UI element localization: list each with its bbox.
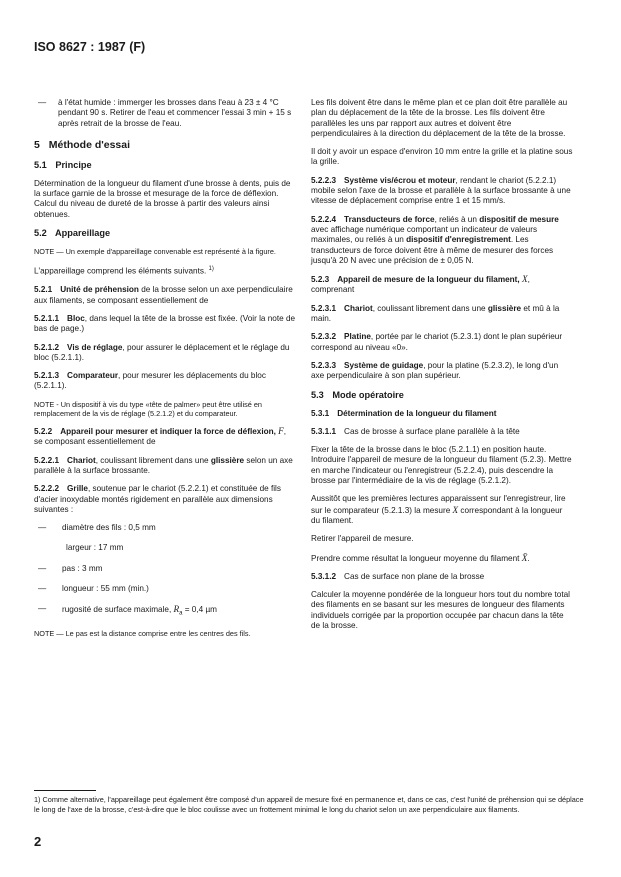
force-variable: F: [278, 426, 284, 437]
wet-condition-item: — à l'état humide : immerger les brosses dans l'eau à 23 ± 4 °C pendant 90 s. Retirer de l'eau et commencer l'essai 3 min + 15 s après retrait de la brosse de l'eau.: [34, 98, 296, 129]
item-5-2-1-1: [34, 314, 296, 335]
item-bold-term: dispositif de mesure: [479, 214, 559, 224]
grid-paragraph-2: Il doit y avoir un espace d'environ 10 mm entre la grille et la platine sous la grille.: [311, 147, 573, 167]
item-title: Chariot: [67, 455, 96, 465]
item-5-2-3-2: [311, 332, 573, 353]
item-number: 5.2.2.2: [34, 484, 60, 494]
item-title: Système de guidage: [344, 360, 424, 370]
item-number: 5.2.2.3: [311, 175, 337, 185]
roughness-subscript: a: [179, 611, 183, 617]
procedure-paragraph-2: [311, 494, 573, 526]
item-number: 5.2.1.2: [34, 342, 60, 352]
footnote-ref: 1): [208, 266, 214, 273]
item-text: , pour assurer le déplacement et le réglage du bloc (5.2.1.1).: [34, 342, 290, 362]
item-title: Transducteurs de force: [344, 214, 435, 224]
left-column: [34, 98, 296, 647]
item-5-2-3-3: [311, 361, 573, 382]
section-number: 5.1: [34, 159, 47, 170]
item-text: . Les transducteurs de force doivent être à même de mesurer des forces jusqu'à 20 N avec une précision de ± 0,05 N.: [311, 235, 554, 265]
spec-longueur: [34, 584, 296, 594]
item-title: Appareil de mesure de la longueur du filament,: [337, 275, 522, 285]
para-text: correspondant à la longueur du filament.: [311, 505, 563, 525]
note-appareillage: NOTE — Un exemple d'appareillage convenable est représenté à la figure.: [34, 247, 276, 257]
section-5-3-1-heading: [311, 409, 573, 419]
section-number: 5.3.1: [311, 408, 330, 418]
item-number: 5.2.2: [34, 427, 53, 437]
item-number: 5.2.3: [311, 275, 330, 285]
item-text: , reliés à un: [434, 214, 480, 224]
item-title: Grille: [67, 484, 88, 494]
item-text: , coulissant librement dans une: [372, 303, 488, 313]
section-number: 5.3: [311, 389, 324, 400]
item-title: Bloc: [67, 313, 85, 323]
section-5-heading: [34, 139, 296, 151]
item-text: , rendant le chariot (5.2.2.1) mobile selon l'axe de la brosse et parallèle à la surface brossante à une vitesse de déplacement comprise entre 1 et 15 mm/s.: [311, 175, 571, 206]
section-title: Mode opératoire: [332, 389, 404, 400]
item-number: 5.2.1: [34, 285, 53, 295]
appareillage-intro: [34, 264, 296, 277]
spec-text: diamètre des fils : 0,5 mm: [62, 523, 156, 533]
section-5-3-heading: [311, 390, 573, 401]
section-5-2-heading: [34, 228, 296, 239]
item-title: Platine: [344, 332, 371, 342]
section-5-1-heading: [34, 160, 296, 171]
roughness-variable: R: [173, 604, 180, 615]
item-text: , portée par le chariot (5.2.3.1) dont le plan supérieur correspond au niveau «0».: [311, 332, 563, 352]
section-title: Cas de surface non plane de la brosse: [344, 571, 485, 581]
spec-largeur: [34, 543, 296, 553]
section-5-3-1-2-heading: [311, 572, 573, 582]
procedure-paragraph-1: Fixer la tête de la brosse dans le bloc (5.2.1.1) en position haute. Introduire l'appareil de mesure de la longueur du filament (5.2.3). Mettre en marche l'indicateur ou l'enregistreur (5.2.2.4), puis descendre la brosse par l'intermédiaire de la vis de réglage (5.2.1.2).: [311, 445, 572, 486]
right-column: [311, 98, 573, 639]
page-number: 2: [34, 834, 42, 849]
section-number: 5: [34, 138, 40, 151]
item-text: , se composant essentiellement de: [34, 427, 287, 447]
footnote-divider: [34, 790, 96, 791]
length-variable: X: [452, 504, 459, 515]
section-5-3-1-1-heading: [311, 427, 573, 437]
item-number: 5.2.3.2: [311, 332, 337, 342]
item-text: , dans lequel la tête de la brosse est fixée. (Voir la note de bas de page.): [34, 313, 296, 334]
item-text: , soutenue par le chariot (5.2.2.1) et constituée de fils d'acier inoxydable montés rigidement en parallèle aux dimensions suivantes :: [34, 484, 281, 514]
item-5-2-2-2: [34, 484, 296, 515]
procedure-paragraph-3: Retirer l'appareil de mesure.: [311, 534, 414, 544]
footnote: 1) Comme alternative, l'appareillage peut également être composé d'un appareil de mesure fixé en permanence et, dans ce cas, c'est l'unité de préhension qui se déplace le long de l'axe de la brosse, c'est-à-dire que le bloc coulisse avec un frottement minimal le long du chariot selon un axe perpendiculaire aux filaments.: [34, 795, 584, 814]
item-bold-term: dispositif d'enregistrement: [406, 235, 511, 245]
para-text: .: [527, 553, 530, 563]
note-pas: NOTE — Le pas est la distance comprise entre les centres des fils.: [34, 629, 251, 639]
item-bold-term: glissière: [210, 455, 245, 465]
section-title: Appareillage: [55, 228, 111, 239]
para-text: Prendre comme résultat la longueur moyenne du filament: [311, 553, 522, 563]
page-header: ISO 8627 : 1987 (F): [34, 40, 146, 54]
spec-diametre: [34, 523, 296, 533]
item-title: Vis de réglage: [67, 342, 123, 352]
item-number: 5.2.3.3: [311, 360, 337, 370]
item-5-2-2-1: [34, 456, 296, 477]
section-title: Principe: [55, 159, 92, 170]
item-title: Chariot: [344, 303, 373, 313]
section-number: 5.3.1.2: [311, 571, 337, 581]
item-text: de la brosse selon un axe perpendiculaire aux filaments, se composant essentiellement de: [34, 285, 293, 305]
spec-text: longueur : 55 mm (min.): [62, 584, 149, 594]
item-title: Unité de préhension: [60, 285, 139, 295]
spec-text: pas : 3 mm: [62, 563, 103, 573]
item-5-2-2: [34, 426, 296, 448]
section-title: Méthode d'essai: [48, 138, 131, 151]
mean-length-variable: X̄: [521, 552, 528, 563]
spec-pas: [34, 564, 296, 574]
item-title: Appareil pour mesurer et indiquer la force de déflexion,: [60, 427, 279, 437]
spec-text: rugosité de surface maximale,: [62, 605, 174, 615]
item-5-2-2-3: [311, 176, 573, 207]
item-text: , coulissant librement dans une: [95, 455, 211, 465]
item-text: avec affichage numérique comportant un indicateur de valeurs maximales, ou reliés à un: [311, 224, 538, 245]
item-number: 5.2.1.1: [34, 313, 60, 323]
grid-paragraph-1: Les fils doivent être dans le même plan et ce plan doit être parallèle au plan du déplacement de la tête de la brosse. Les fils doivent être parallèles les uns par rapport aux autres et doivent être perpendiculaires à la direction du déplacement de la tête de la brosse.: [311, 98, 568, 138]
principe-paragraph: Détermination de la longueur du filament d'une brosse à dents, puis de la surface garnie de la brosse et mesurage de la force de déflexion. Calcul du niveau de dureté de la brosse à partir des valeurs ainsi obtenues.: [34, 178, 291, 219]
section-title: Cas de brosse à surface plane parallèle à la tête: [344, 426, 520, 436]
item-5-2-1-3: [34, 371, 296, 392]
item-number: 5.2.2.1: [34, 455, 60, 465]
item-text: selon un axe parallèle à la surface brossante.: [34, 455, 293, 475]
item-number: 5.2.3.1: [311, 303, 337, 313]
item-bold-term: glissière: [487, 303, 522, 313]
item-5-2-2-4: [311, 215, 573, 266]
item-5-2-3: [311, 274, 573, 296]
section-number: 5.3.1.1: [311, 426, 337, 436]
section-title: Détermination de la longueur du filament: [337, 408, 497, 418]
spec-rugosite: [34, 604, 296, 619]
note-palmer: NOTE - Un dispositif à vis du type «tête de palmer» peut être utilisé en remplacement de la vis de réglage (5.2.1.2) et du comparateur.: [34, 399, 262, 418]
spec-value: = 0,4 µm: [182, 605, 217, 615]
item-5-2-3-1: [311, 304, 573, 325]
intro-text: L'appareillage comprend les éléments suivants.: [34, 267, 207, 277]
item-text: , pour mesurer les déplacements du bloc (5.2.1.1).: [34, 371, 266, 391]
item-text: , comprenant: [311, 275, 530, 295]
item-title: Comparateur: [67, 371, 119, 381]
procedure-paragraph-5: Calculer la moyenne pondérée de la longueur hors tout du nombre total des filaments en se basant sur les mesures de longueur des filaments individuels corrigée par la proportion occupée par chacun dans la tête de la brosse.: [311, 590, 570, 630]
item-text: et mû à la main.: [311, 303, 560, 324]
item-number: 5.2.2.4: [311, 214, 337, 224]
item-number: 5.2.1.3: [34, 371, 60, 381]
length-variable: X: [521, 274, 528, 285]
para-text: Aussitôt que les premières lectures apparaissent sur l'enregistreur, lire sur le comparateur (5.2.1.3) la mesure: [311, 494, 566, 515]
item-5-2-1-2: [34, 343, 296, 364]
procedure-paragraph-4: [311, 553, 573, 564]
item-text: , pour la platine (5.2.3.2), le long d'un axe perpendiculaire à son plan supérieur.: [311, 360, 559, 381]
spec-text: largeur : 17 mm: [66, 543, 124, 553]
section-number: 5.2: [34, 228, 47, 239]
item-title: Système vis/écrou et moteur: [344, 175, 456, 185]
item-5-2-1: [34, 285, 296, 306]
